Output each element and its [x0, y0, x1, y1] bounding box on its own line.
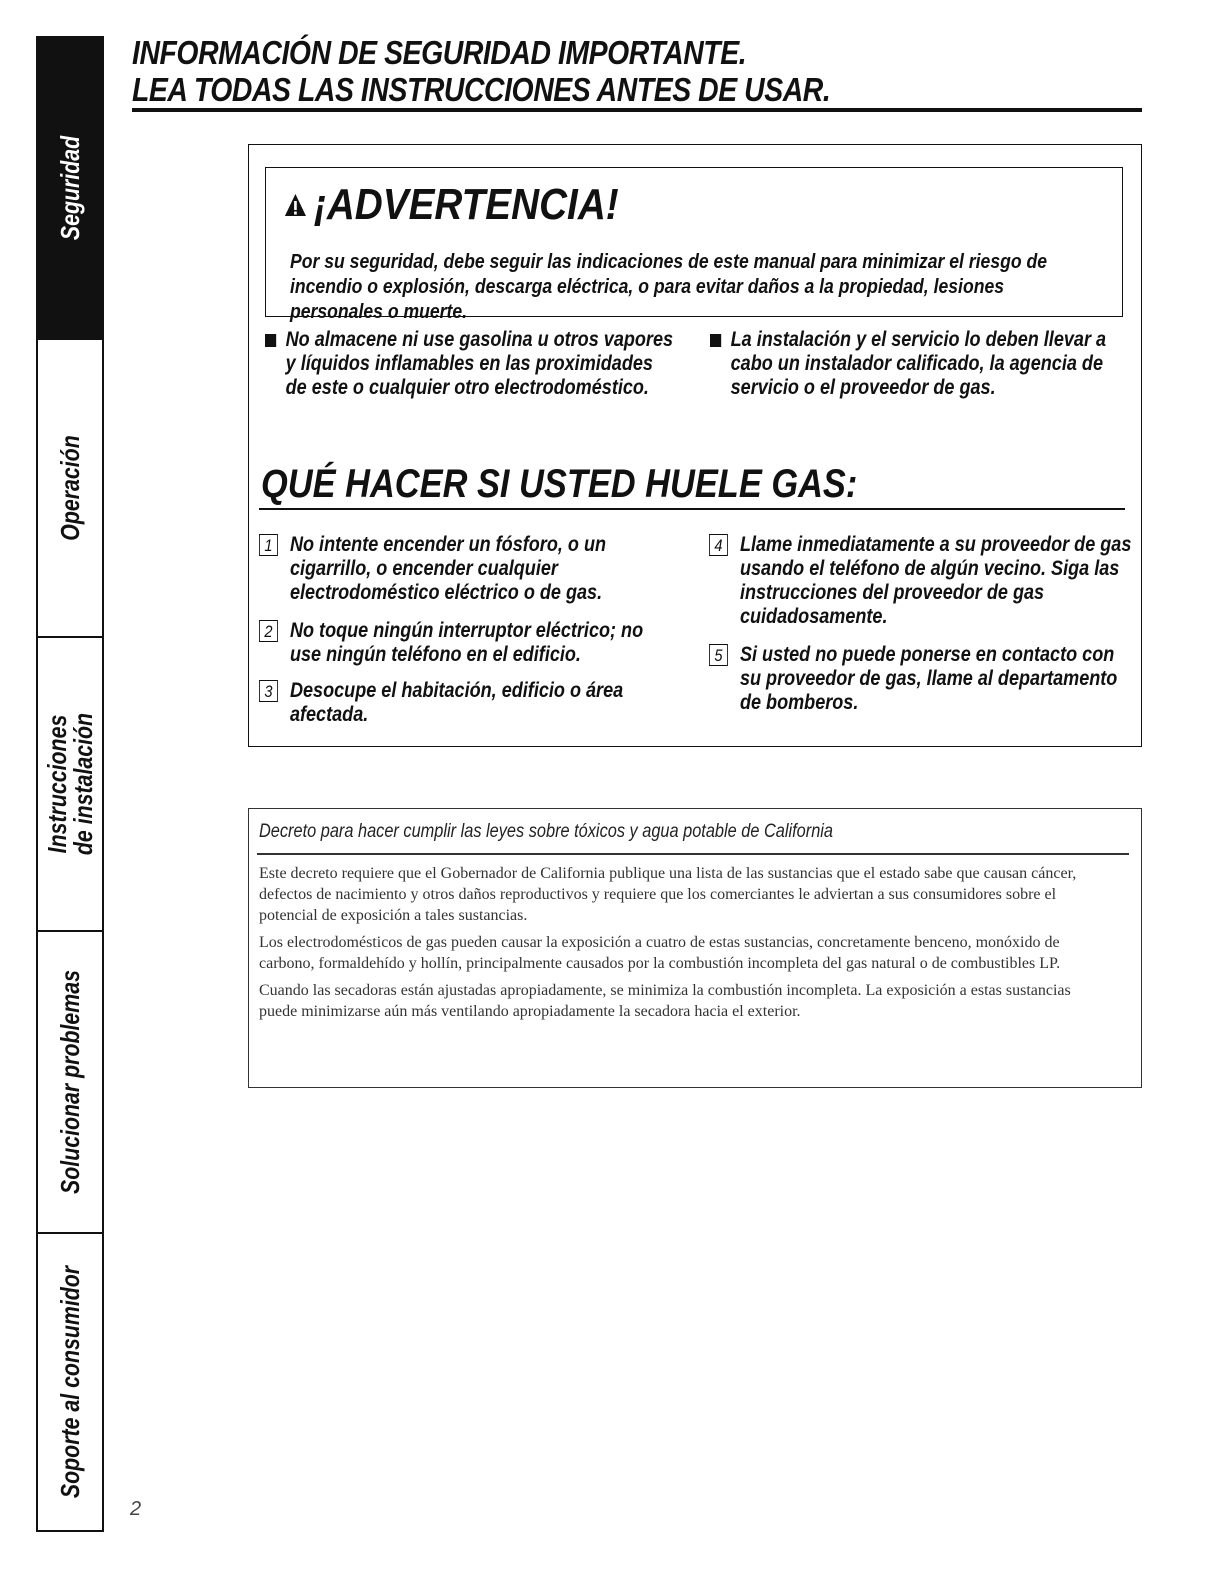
header-divider	[132, 108, 1142, 112]
step-text: No toque ningún interruptor eléctrico; no use ningún teléfono en el edificio.	[289, 619, 644, 666]
california-notice-body	[259, 863, 1109, 1028]
notice-paragraph: Los electrodomésticos de gas pueden causar la exposición a cuatro de estas sustancias, concretamente benceno, monóxido de carbono, formaldehído y hollín, principalmente causados por la combustión incompleta del gas natural o de combustibles LP.	[259, 934, 1061, 972]
step-number: 2	[259, 620, 278, 642]
california-notice	[248, 808, 1142, 1088]
gas-section-divider	[259, 508, 1125, 510]
tab-soporte-al-consumidor[interactable]	[38, 1234, 102, 1530]
tab-label: Solucionar problemas	[55, 970, 85, 1194]
california-notice-divider	[257, 853, 1129, 855]
page-title	[132, 34, 1142, 108]
step-text: No intente encender un fósforo, o un cigarrillo, o encender cualquier electrodoméstico eléctrico o de gas.	[289, 533, 607, 604]
notice-paragraph: Este decreto requiere que el Gobernador de California publique una lista de las sustancias que el estado sabe que causan cáncer, defectos de nacimiento y otros daños reproductivos y requiere que los comerciantes le adviertan a sus consumidores sobre el potencial de exposición a tales sustancias.	[259, 865, 1077, 924]
tab-seguridad[interactable]	[38, 38, 102, 340]
notice-paragraph: Cuando las secadoras están ajustadas apropiadamente, se minimiza la combustión incompleta. La exposición a estas sustancias puede minimizarse aún más ventilando apropiadamente la secadora hacia el exterior.	[259, 982, 1071, 1020]
step-text: Desocupe el habitación, edificio o área afectada.	[289, 679, 624, 726]
step-number: 5	[709, 644, 728, 666]
tab-label: Soporte al consumidor	[55, 1265, 85, 1499]
tab-label-line2: de instalación	[68, 712, 98, 856]
bullet-text: No almacene ni use gasolina u otros vapores y líquidos inflamables en las proximidades de este o cualquier otro electrodoméstico.	[285, 328, 674, 399]
step-number: 1	[259, 534, 278, 556]
bullet-text: La instalación y el servicio lo deben llevar a cabo un instalador calificado, la agencia de servicio o el proveedor de gas.	[730, 328, 1107, 399]
tab-solucionar-problemas[interactable]	[38, 932, 102, 1234]
california-notice-title: Decreto para hacer cumplir las leyes sobre tóxicos y agua potable de California	[259, 821, 834, 842]
gas-step	[709, 533, 1139, 629]
page-number: 2	[130, 1498, 142, 1520]
step-text: Llame inmediatamente a su proveedor de gas usando el teléfono de algún vecino. Siga las instrucciones del proveedor de gas cuidadosamente.	[739, 533, 1132, 628]
warning-text: Por su seguridad, debe seguir las indicaciones de este manual para minimizar el riesgo de incendio o explosión, descarga eléctrica, o para evitar daños a la propiedad, lesiones personales o muerte.	[290, 251, 1048, 323]
warning-box	[248, 144, 1142, 747]
gas-step	[709, 643, 1139, 715]
tab-instrucciones-de-instalacion[interactable]	[38, 638, 102, 932]
tab-label: Seguridad	[55, 135, 85, 241]
bullet-square-icon	[710, 334, 721, 347]
gas-step	[259, 533, 663, 605]
bullet-square-icon	[265, 334, 276, 347]
step-text: Si usted no puede ponerse en contacto con su proveedor de gas, llame al departamento de bomberos.	[739, 643, 1118, 714]
tab-operacion[interactable]	[38, 340, 102, 638]
warning-bullet	[710, 328, 1140, 400]
step-number: 4	[709, 534, 728, 556]
gas-step	[259, 679, 663, 727]
tab-label: Operación	[55, 435, 85, 541]
gas-section-title: QUÉ HACER SI USTED HUELE GAS:	[261, 462, 858, 506]
gas-step	[259, 619, 663, 667]
warning-banner	[265, 167, 1123, 323]
page-title-line-1: INFORMACIÓN DE SEGURIDAD IMPORTANTE.	[132, 34, 747, 71]
warning-bullet	[265, 328, 678, 400]
tab-label-line1: Instrucciones	[42, 714, 72, 854]
section-tabs	[36, 36, 104, 1532]
step-number: 3	[259, 680, 278, 702]
warning-title: ¡ADVERTENCIA!	[313, 180, 619, 229]
page-title-line-2: LEA TODAS LAS INSTRUCCIONES ANTES DE USAR.	[132, 71, 831, 108]
warning-triangle-icon	[284, 193, 307, 217]
